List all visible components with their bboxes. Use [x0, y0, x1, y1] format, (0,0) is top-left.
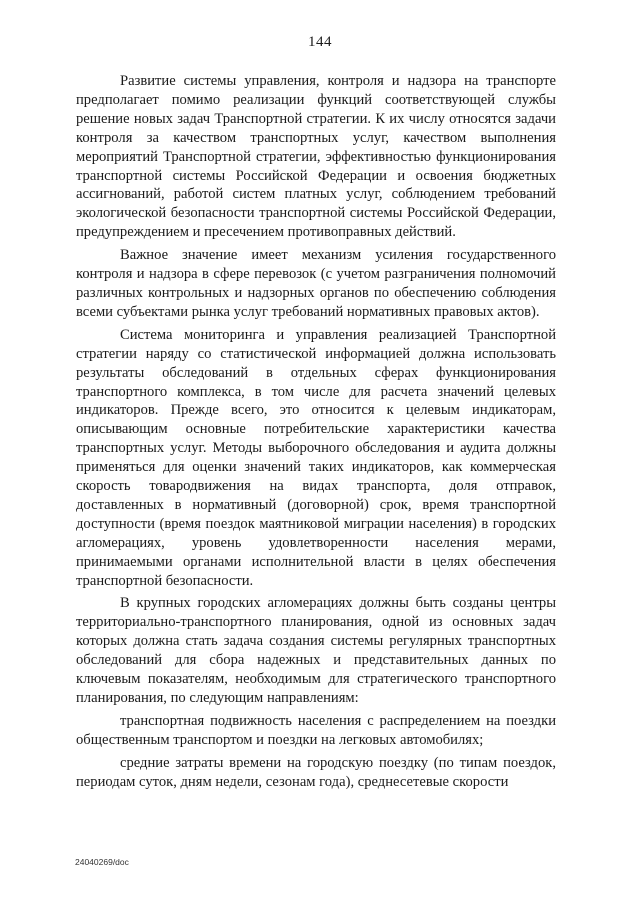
- paragraph: Система мониторинга и управления реализацией Транспортной стратегии наряду со статистической информацией должна использовать результаты обследований в отдельных сферах функционирования транспортного комплекса, в том числе для расчета значений целевых индикаторов. Прежде всего, это относится к целевым индикаторам, описывающим основные потребительские характеристики качества транспортных услуг. Методы выборочного обследования и аудита должны применяться для оценки значений таких индикаторов, как коммерческая скорость товародвижения на видах транспорта, доля отправок, доставленных в нормативный (договорной) срок, время транспортной доступности (время поездок маятниковой миграции населения) в городских агломерациях, уровень удовлетворенности населения мерами, принимаемыми органами исполнительной власти в целях обеспечения транспортной безопасности.: [76, 326, 556, 589]
- paragraph: В крупных городских агломерациях должны быть созданы центры территориально-транспортного планирования, одной из основных задач которых должна стать задача создания системы регулярных транспортных обследований для сбора надежных и представительных данных по ключевым показателям, необходимым для стратегического транспортного планирования, по следующим направлениям:: [76, 595, 556, 706]
- paragraph: Важное значение имеет механизм усиления государственного контроля и надзора в сфере перевозок (с учетом разграничения полномочий различных контрольных и надзорных органов по обеспечению соблюдения всеми субъектами рынка услуг требований нормативных правовых актов).: [76, 247, 556, 320]
- list-item: средние затраты времени на городскую поездку (по типам поездок, периодам суток, дням недели, сезонам года), среднесетевые скорости: [76, 754, 556, 790]
- document-body: [76, 72, 556, 796]
- document-file-reference: 24040269/doc: [75, 857, 129, 867]
- paragraph: Развитие системы управления, контроля и надзора на транспорте предполагает помимо реализации функций соответствующей службы решение новых задач Транспортной стратегии. К их числу относятся задачи контроля за качеством транспортных услуг, качеством выполнения мероприятий Транспортной стратегии, эффективностью функционирования транспортной системы Российской Федерации и освоения бюджетных ассигнований, работой систем платных услуг, соблюдением требований экологической безопасности транспортной системы Российской Федерации, предупреждением и пресечением противоправных действий.: [76, 73, 556, 241]
- page-number: 144: [308, 34, 332, 50]
- list-item: транспортная подвижность населения с распределением на поездки общественным транспортом и поездки на легковых автомобилях;: [76, 712, 556, 748]
